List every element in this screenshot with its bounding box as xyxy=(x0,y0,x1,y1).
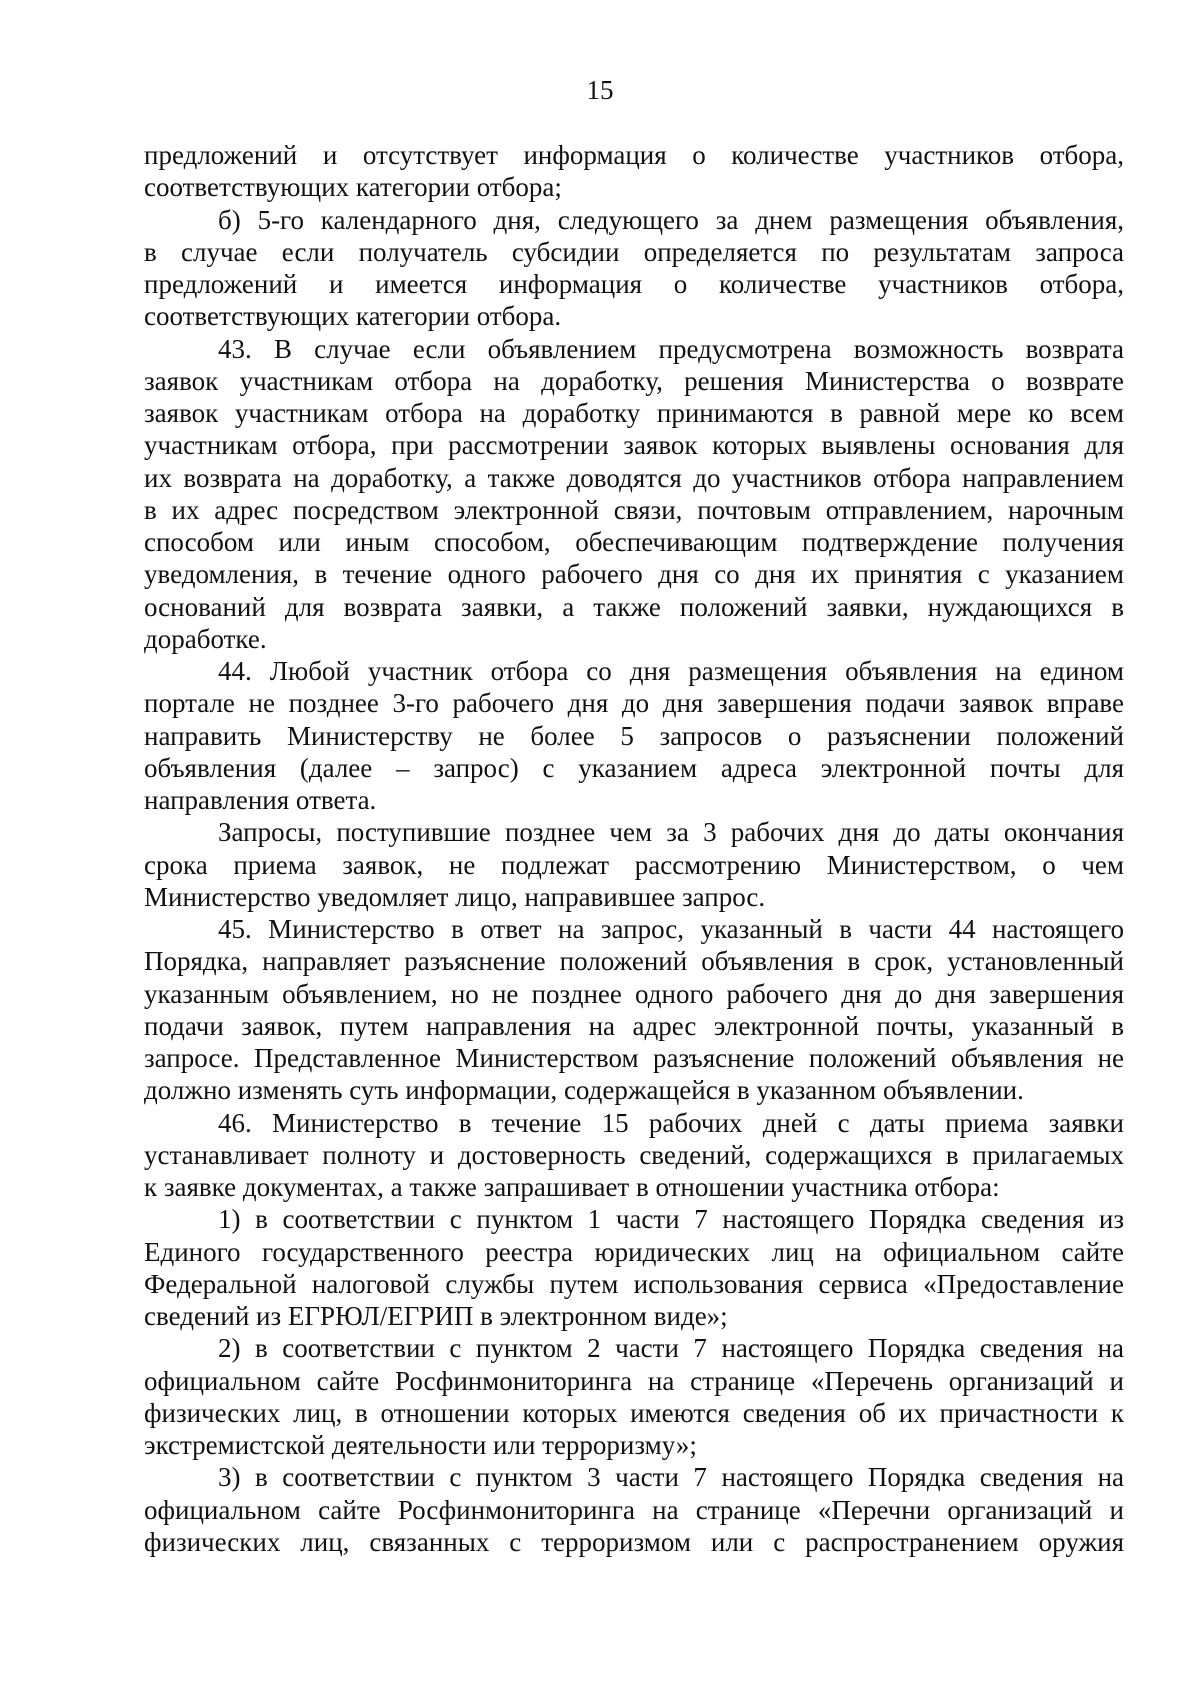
paragraph xyxy=(144,1203,1124,1332)
page-number: 15 xyxy=(586,75,614,105)
paragraph xyxy=(144,1461,1124,1558)
text-line: к заявке документах, а также запрашивает в отношении участника отбора: xyxy=(144,1172,1000,1202)
text-line: предложений и отсутствует информация о количестве участников отбора, xyxy=(144,140,1124,170)
text-line: их возврата на доработку, а также доводятся до участников отбора направлением xyxy=(144,462,1124,493)
text-line: срока приема заявок, не подлежат рассмотрению Министерством, о чем xyxy=(144,849,1124,880)
text-line: способом или иным способом, обеспечивающим подтверждение получения xyxy=(144,527,1124,557)
text-line: 2) в соответствии с пунктом 2 части 7 настоящего Порядка сведения на xyxy=(218,1333,1124,1364)
text-line: направления ответа. xyxy=(144,785,377,815)
text-line: физических лиц, связанных с терроризмом или с распространением оружия xyxy=(144,1526,1124,1557)
text-line: устанавливает полноту и достоверность сведений, содержащихся в прилагаемых xyxy=(144,1139,1124,1170)
text-line: экстремистской деятельности или терроризму»; xyxy=(144,1430,697,1460)
text-line: заявок участникам отбора на доработку, решения Министерства о возврате xyxy=(144,365,1124,396)
text-line: уведомления, в течение одного рабочего дня со дня их принятия с указанием xyxy=(144,559,1124,590)
paragraph xyxy=(144,1107,1124,1204)
text-line: соответствующих категории отбора. xyxy=(144,301,562,332)
text-line: доработке. xyxy=(144,623,267,654)
text-line: соответствующих категории отбора; xyxy=(144,172,562,203)
text-line: оснований для возврата заявки, а также положений заявки, нуждающихся в xyxy=(144,591,1124,622)
text-line: сведений из ЕГРЮЛ/ЕГРИП в электронном виде»; xyxy=(144,1301,728,1331)
text-line: Порядка, направляет разъяснение положений объявления в срок, установленный xyxy=(144,946,1124,977)
text-line: указанным объявлением, но не позднее одного рабочего дня до дня завершения xyxy=(144,978,1124,1009)
paragraph xyxy=(144,1332,1124,1461)
paragraph xyxy=(144,204,1124,333)
document-body xyxy=(144,139,1124,1558)
text-line: Запросы, поступившие позднее чем за 3 рабочих дня до даты окончания xyxy=(218,817,1124,848)
paragraph xyxy=(144,913,1124,1107)
text-line: официальном сайте Росфинмониторинга на странице «Перечень организаций и xyxy=(144,1365,1124,1396)
text-line: предложений и имеется информация о количестве участников отбора, xyxy=(144,269,1124,299)
text-line: участникам отбора, при рассмотрении заявок которых выявлены основания для xyxy=(144,430,1124,461)
text-line: Министерство уведомляет лицо, направившее запрос. xyxy=(144,881,766,912)
text-line: направить Министерству не более 5 запросов о разъяснении положений xyxy=(144,720,1124,751)
text-line: официальном сайте Росфинмониторинга на странице «Перечни организаций и xyxy=(144,1494,1124,1525)
paragraph xyxy=(144,139,1124,204)
text-line: портале не позднее 3-го рабочего дня до дня завершения подачи заявок вправе xyxy=(144,688,1124,719)
text-line: должно изменять суть информации, содержащейся в указанном объявлении. xyxy=(144,1075,1024,1106)
text-line: запросе. Представленное Министерством разъяснение положений объявления не xyxy=(144,1043,1124,1073)
text-line: в случае если получатель субсидии определяется по результатам запроса xyxy=(144,236,1124,267)
text-line: объявления (далее – запрос) с указанием адреса электронной почты для xyxy=(144,752,1124,783)
text-line: подачи заявок, путем направления на адрес электронной почты, указанный в xyxy=(144,1010,1124,1041)
paragraph xyxy=(144,655,1124,816)
text-line: заявок участникам отбора на доработку принимаются в равной мере ко всем xyxy=(144,398,1124,428)
text-line: физических лиц, в отношении которых имеются сведения об их причастности к xyxy=(144,1397,1124,1428)
text-line: в их адрес посредством электронной связи, почтовым отправлением, нарочным xyxy=(144,494,1124,525)
paragraph xyxy=(144,333,1124,656)
text-line: 1) в соответствии с пунктом 1 части 7 настоящего Порядка сведения из xyxy=(218,1204,1124,1235)
paragraph xyxy=(144,816,1124,913)
text-line: 45. Министерство в ответ на запрос, указанный в части 44 настоящего xyxy=(218,914,1124,944)
text-line: Федеральной налоговой службы путем использования сервиса «Предоставление xyxy=(144,1268,1124,1299)
text-line: Единого государственного реестра юридических лиц на официальном сайте xyxy=(144,1236,1124,1267)
text-line: 3) в соответствии с пунктом 3 части 7 настоящего Порядка сведения на xyxy=(218,1462,1124,1493)
text-line: 46. Министерство в течение 15 рабочих дней с даты приема заявки xyxy=(218,1107,1124,1138)
text-line: 44. Любой участник отбора со дня размещения объявления на едином xyxy=(218,656,1124,686)
text-line: 43. В случае если объявлением предусмотрена возможность возврата xyxy=(218,333,1124,364)
text-line: б) 5-го календарного дня, следующего за днем размещения объявления, xyxy=(218,204,1124,235)
